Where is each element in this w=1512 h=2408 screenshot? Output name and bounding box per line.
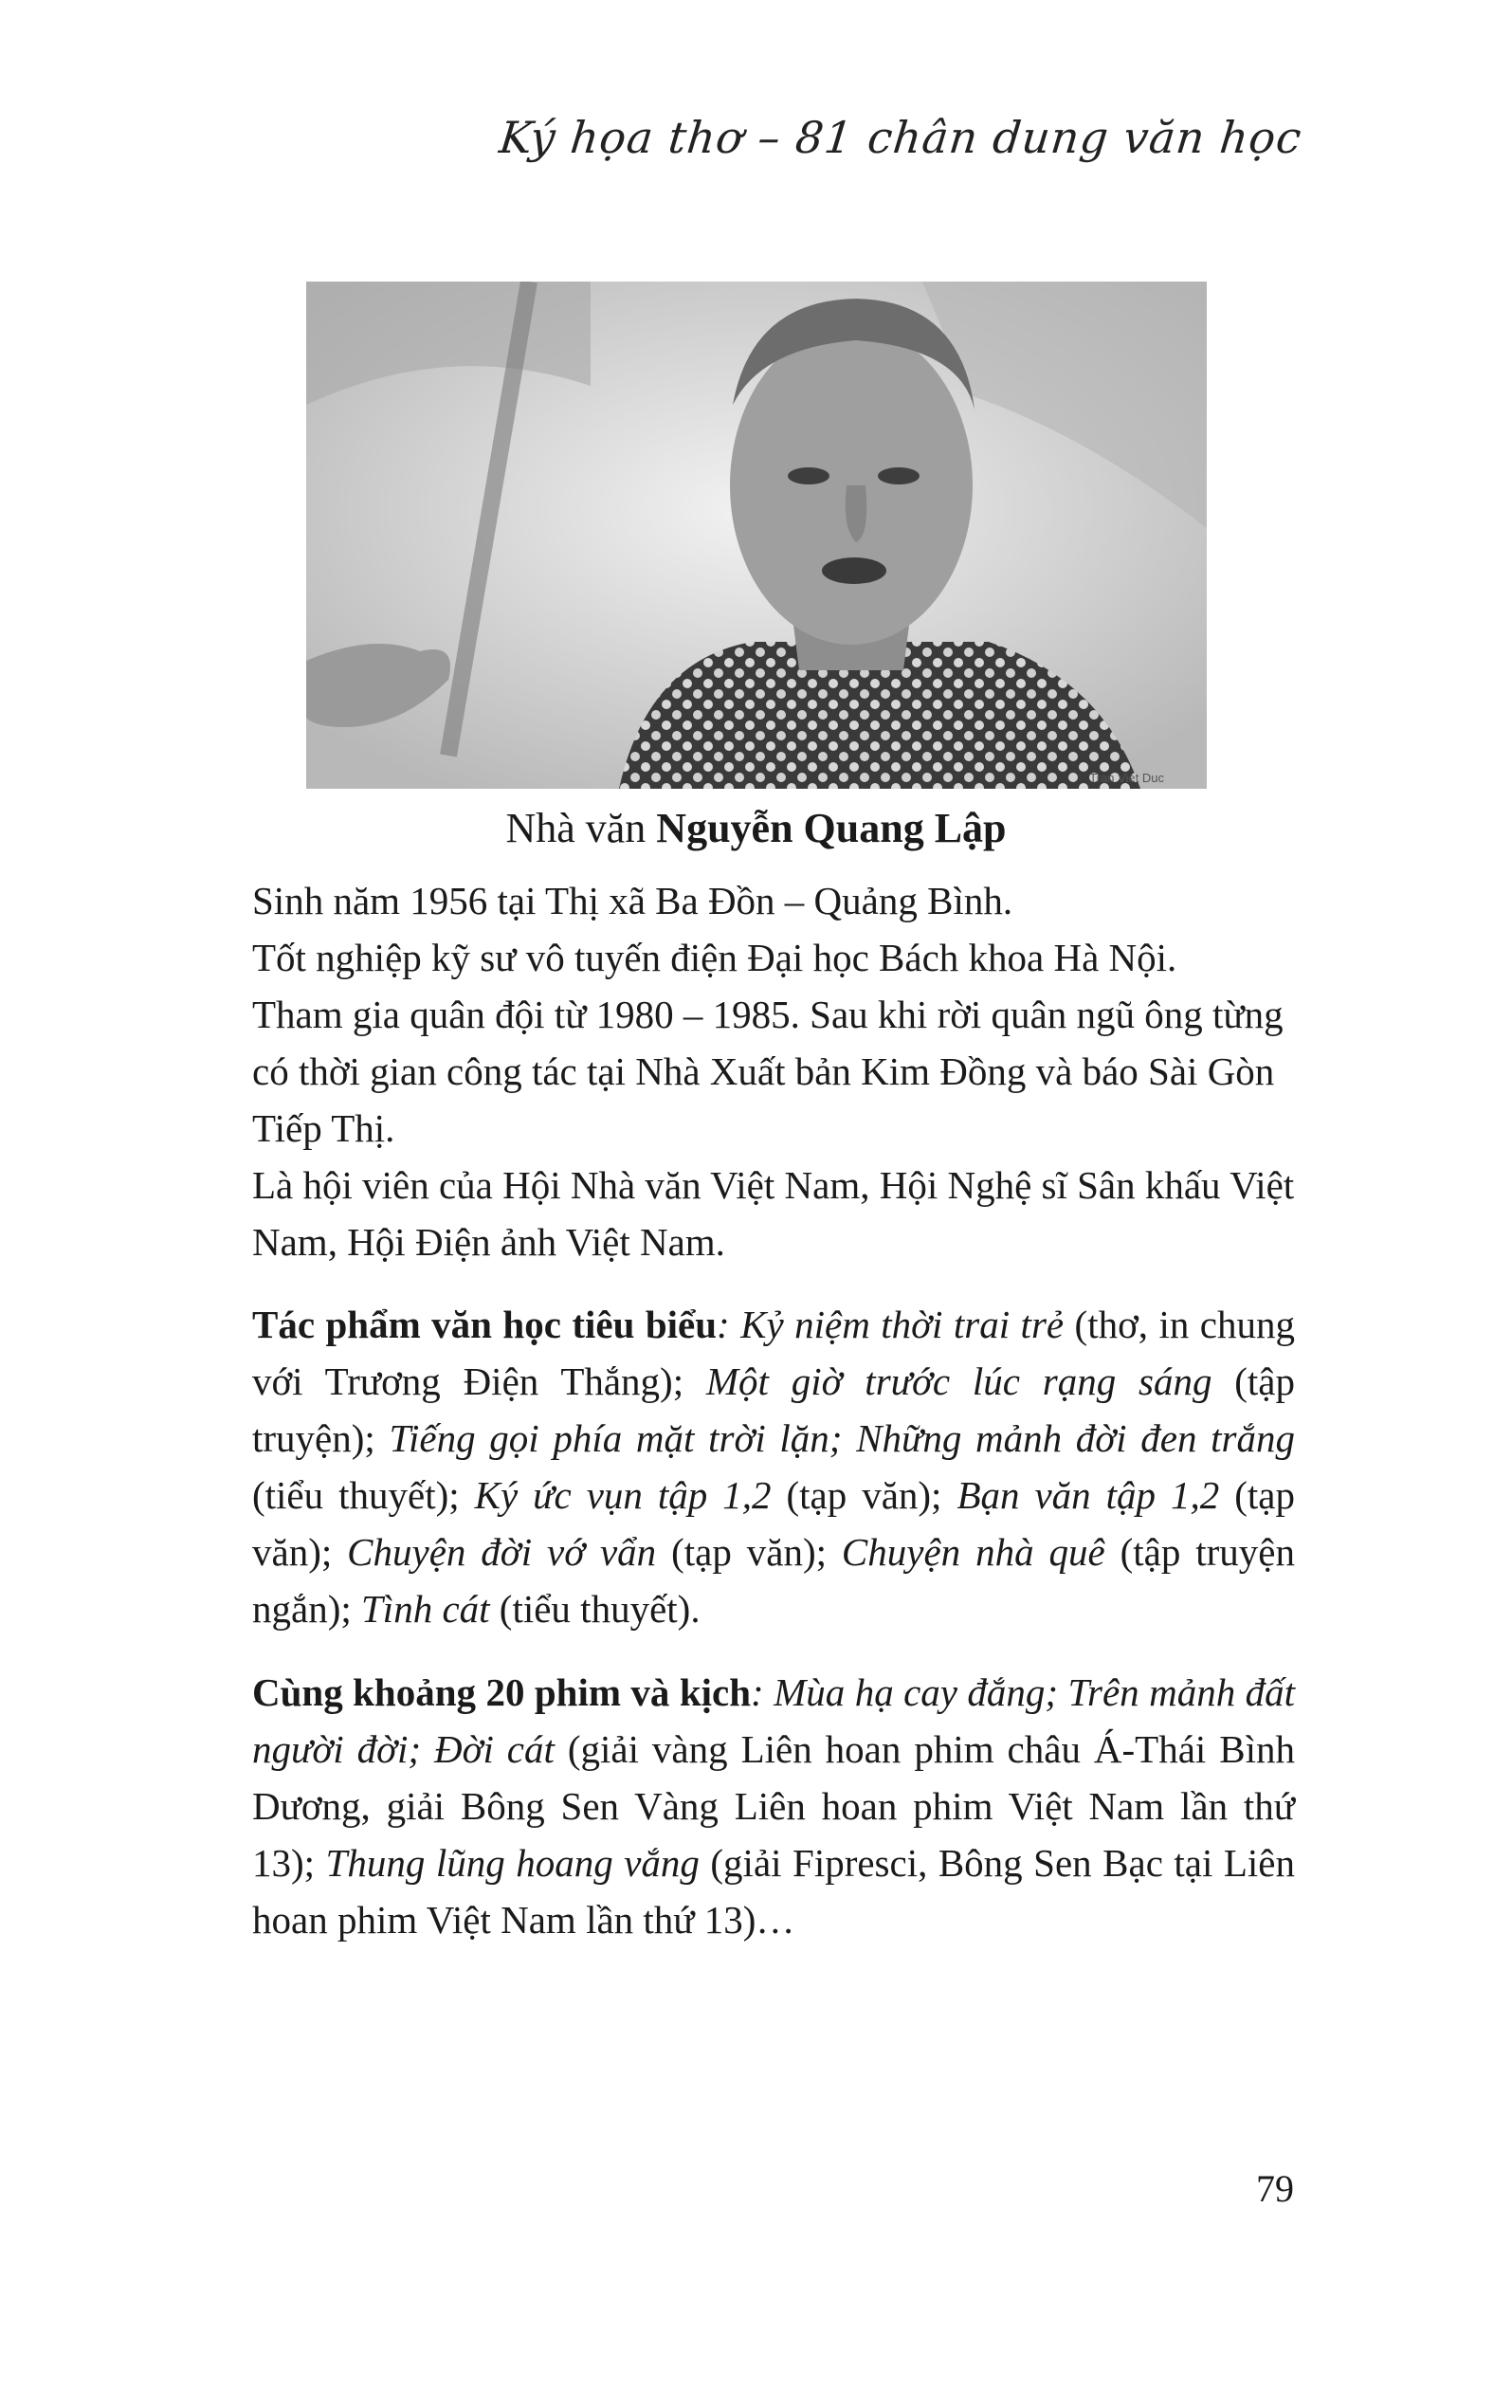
bio-line: Sinh năm 1956 tại Thị xã Ba Đồn – Quảng Bình.	[252, 879, 1013, 922]
film-note: (giải Fipresci, Bông Sen Bạc tại Liên hoan phim Việt Nam lần thứ 13)…	[252, 1841, 1295, 1942]
films-paragraph	[252, 1664, 1295, 1948]
page-number: 79	[1256, 2167, 1294, 2210]
caption-prefix: Nhà văn	[505, 805, 657, 851]
film-note: (giải vàng Liên hoan phim châu Á-Thái Bình Dương, giải Bông Sen Vàng Liên hoan phim Việt Nam lần thứ 13);	[252, 1727, 1295, 1885]
work-note: (tạp văn);	[771, 1473, 957, 1517]
work-note: (tạp văn);	[252, 1473, 1295, 1574]
film-title: Mùa hạ cay đắng; Trên mảnh đất người đời; Đời cát	[252, 1670, 1296, 1771]
author-photo	[306, 282, 1207, 789]
bio-line: Tốt nghiệp kỹ sư vô tuyến điện Đại học Bách khoa Hà Nội.	[252, 936, 1177, 979]
work-title: Chuyện nhà quê	[841, 1530, 1105, 1574]
author-portrait-image	[306, 282, 1207, 789]
work-note: (tạp văn);	[656, 1530, 842, 1574]
work-note: (tiểu thuyết).	[489, 1587, 701, 1631]
bio-line: Là hội viên của Hội Nhà văn Việt Nam, Hội Nghệ sĩ Sân khấu Việt Nam, Hội Điện ảnh Việt Nam.	[252, 1163, 1295, 1264]
work-note: (tập truyện ngắn);	[252, 1530, 1295, 1631]
works-heading: Tác phẩm văn học tiêu biểu	[252, 1303, 718, 1346]
bio-line: Tham gia quân đội từ 1980 – 1985. Sau khi rời quân ngũ ông từng có thời gian công tác tại Nhà Xuất bản Kim Đồng và báo Sài Gòn Tiếp Thị.	[252, 993, 1284, 1150]
work-note: (tiểu thuyết);	[252, 1473, 475, 1517]
work-title: Tình cát	[361, 1587, 490, 1631]
running-title: Ký họa thơ – 81 chân dung văn học	[496, 112, 1304, 163]
notable-works-paragraph	[252, 1296, 1295, 1637]
films-heading-colon: :	[751, 1670, 764, 1714]
work-title: Kỷ niệm thời trai trẻ	[740, 1303, 1065, 1346]
author-bio	[252, 872, 1295, 1270]
photo-caption	[0, 804, 1512, 852]
works-heading-colon: :	[717, 1303, 730, 1346]
author-name: Nguyễn Quang Lập	[656, 805, 1007, 851]
films-heading: Cùng khoảng 20 phim và kịch	[252, 1670, 752, 1714]
photo-credit: Tran Viet Duc	[1089, 771, 1164, 785]
work-title: Chuyện đời vớ vẩn	[347, 1530, 657, 1574]
work-note: (tập truyện);	[252, 1359, 1296, 1460]
work-title: Bạn văn tập 1,2	[956, 1473, 1220, 1517]
work-title: Ký ức vụn tập 1,2	[474, 1473, 772, 1517]
work-note: (thơ, in chung với Trương Điện Thắng);	[252, 1303, 1295, 1403]
film-title: Thung lũng hoang vắng	[325, 1841, 700, 1885]
work-title: Một giờ trước lúc rạng sáng	[705, 1359, 1212, 1403]
work-title: Tiếng gọi phía mặt trời lặn; Những mảnh đời đen trắng	[389, 1416, 1295, 1460]
